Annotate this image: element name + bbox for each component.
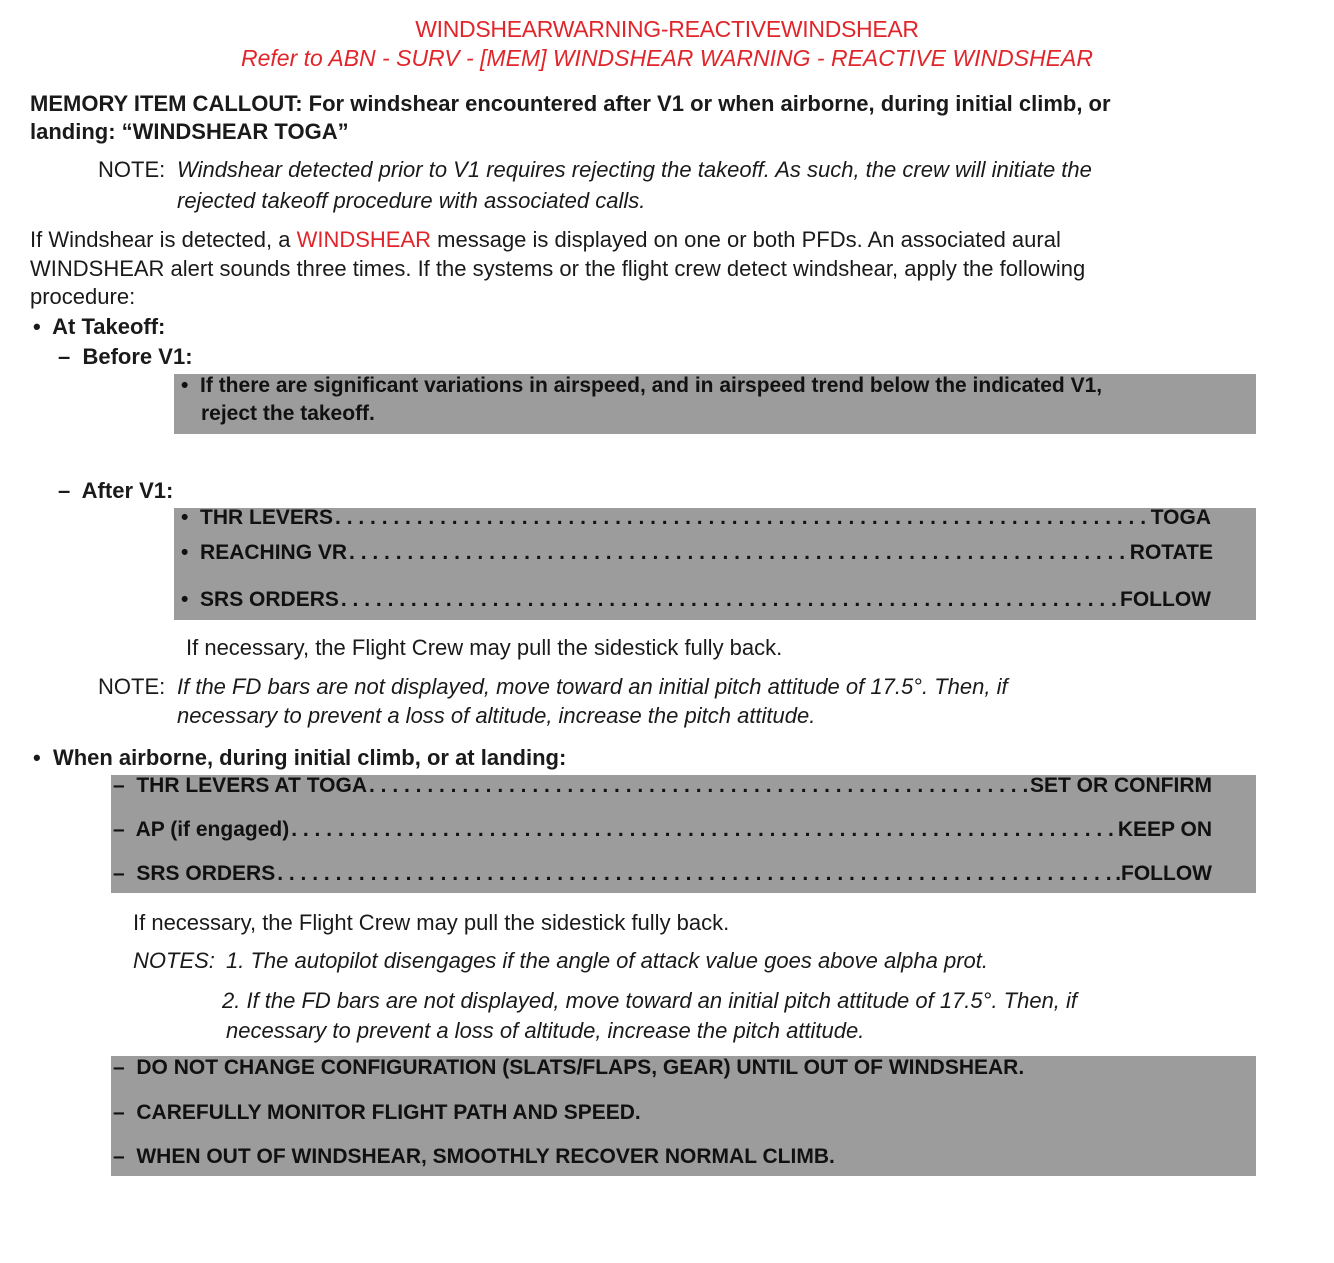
note-text-line1: If the FD bars are not displayed, move toward an initial pitch attitude of 17.5°. Then, if — [177, 674, 1008, 699]
dash-icon: – — [58, 344, 71, 369]
reference-subtitle: Refer to ABN - SURV - [MEM] WINDSHEAR WARNING - REACTIVE WINDSHEAR — [241, 45, 1093, 71]
before-v1-line1: • If there are significant variations in airspeed, and in airspeed trend below the indicated V1, — [181, 374, 1103, 397]
note-text-line1: Windshear detected prior to V1 requires rejecting the takeoff. As such, the crew will initiate the — [177, 157, 1092, 182]
before-v1-line2: reject the takeoff. — [201, 402, 375, 425]
note-item-2-line2: necessary to prevent a loss of altitude, increase the pitch attitude. — [226, 1018, 865, 1043]
final-action: – WHEN OUT OF WINDSHEAR, SMOOTHLY RECOVER NORMAL CLIMB. — [113, 1145, 835, 1168]
page-title: WINDSHEARWARNING-REACTIVEWINDSHEAR — [415, 16, 919, 42]
note-item-1: 1. The autopilot disengages if the angle of attack value goes above alpha prot. — [226, 948, 988, 973]
takeoff-heading: • At Takeoff: — [33, 314, 166, 339]
note-item-2-line1: 2. If the FD bars are not displayed, move toward an initial pitch attitude of 17.5°. Then, if — [222, 988, 1078, 1013]
memory-callout-line1: MEMORY ITEM CALLOUT: For windshear encountered after V1 or when airborne, during initial climb, or — [30, 91, 1111, 116]
airborne-item: – AP (if engaged) . . . KEEP ON — [113, 818, 1212, 842]
notes-label: NOTES: — [133, 948, 215, 973]
note-label: NOTE: — [98, 674, 166, 699]
note-label: NOTE: — [98, 157, 166, 182]
note-text-line2: necessary to prevent a loss of altitude, increase the pitch attitude. — [177, 703, 816, 728]
airborne-item: – THR LEVERS AT TOGA . . . SET OR CONFIRM — [113, 774, 1212, 798]
memory-callout-line2: landing: “WINDSHEAR TOGA” — [30, 119, 349, 144]
before-v1-heading: – Before V1: — [58, 344, 193, 369]
note-text-line2: rejected takeoff procedure with associated calls. — [177, 188, 646, 213]
after-v1-heading: – After V1: — [58, 478, 174, 503]
bullet-icon: • — [33, 745, 41, 770]
after-v1-item: • THR LEVERS . . . TOGA — [181, 506, 1211, 530]
final-action: – DO NOT CHANGE CONFIGURATION (SLATS/FLAPS, GEAR) UNTIL OUT OF WINDSHEAR. — [113, 1056, 1025, 1079]
after-v1-item: • SRS ORDERS . . . FOLLOW — [181, 588, 1211, 612]
windshear-highlight: WINDSHEAR — [296, 227, 432, 252]
sidestick-text: If necessary, the Flight Crew may pull the sidestick fully back. — [186, 635, 783, 660]
after-v1-item: • REACHING VR . . . ROTATE — [181, 541, 1213, 565]
intro-line3: procedure: — [30, 284, 136, 309]
intro-line1: If Windshear is detected, a WINDSHEAR message is displayed on one or both PFDs. An associated aural — [30, 227, 1061, 252]
airborne-heading: • When airborne, during initial climb, or at landing: — [33, 745, 567, 770]
airborne-item: – SRS ORDERS . . . .FOLLOW — [113, 862, 1212, 886]
sidestick-text: If necessary, the Flight Crew may pull the sidestick fully back. — [133, 910, 730, 935]
intro-line2: WINDSHEAR alert sounds three times. If the systems or the flight crew detect windshear, apply the following — [30, 256, 1086, 281]
bullet-icon: • — [33, 314, 41, 339]
final-action: – CAREFULLY MONITOR FLIGHT PATH AND SPEED. — [113, 1101, 641, 1124]
dash-icon: – — [58, 478, 71, 503]
